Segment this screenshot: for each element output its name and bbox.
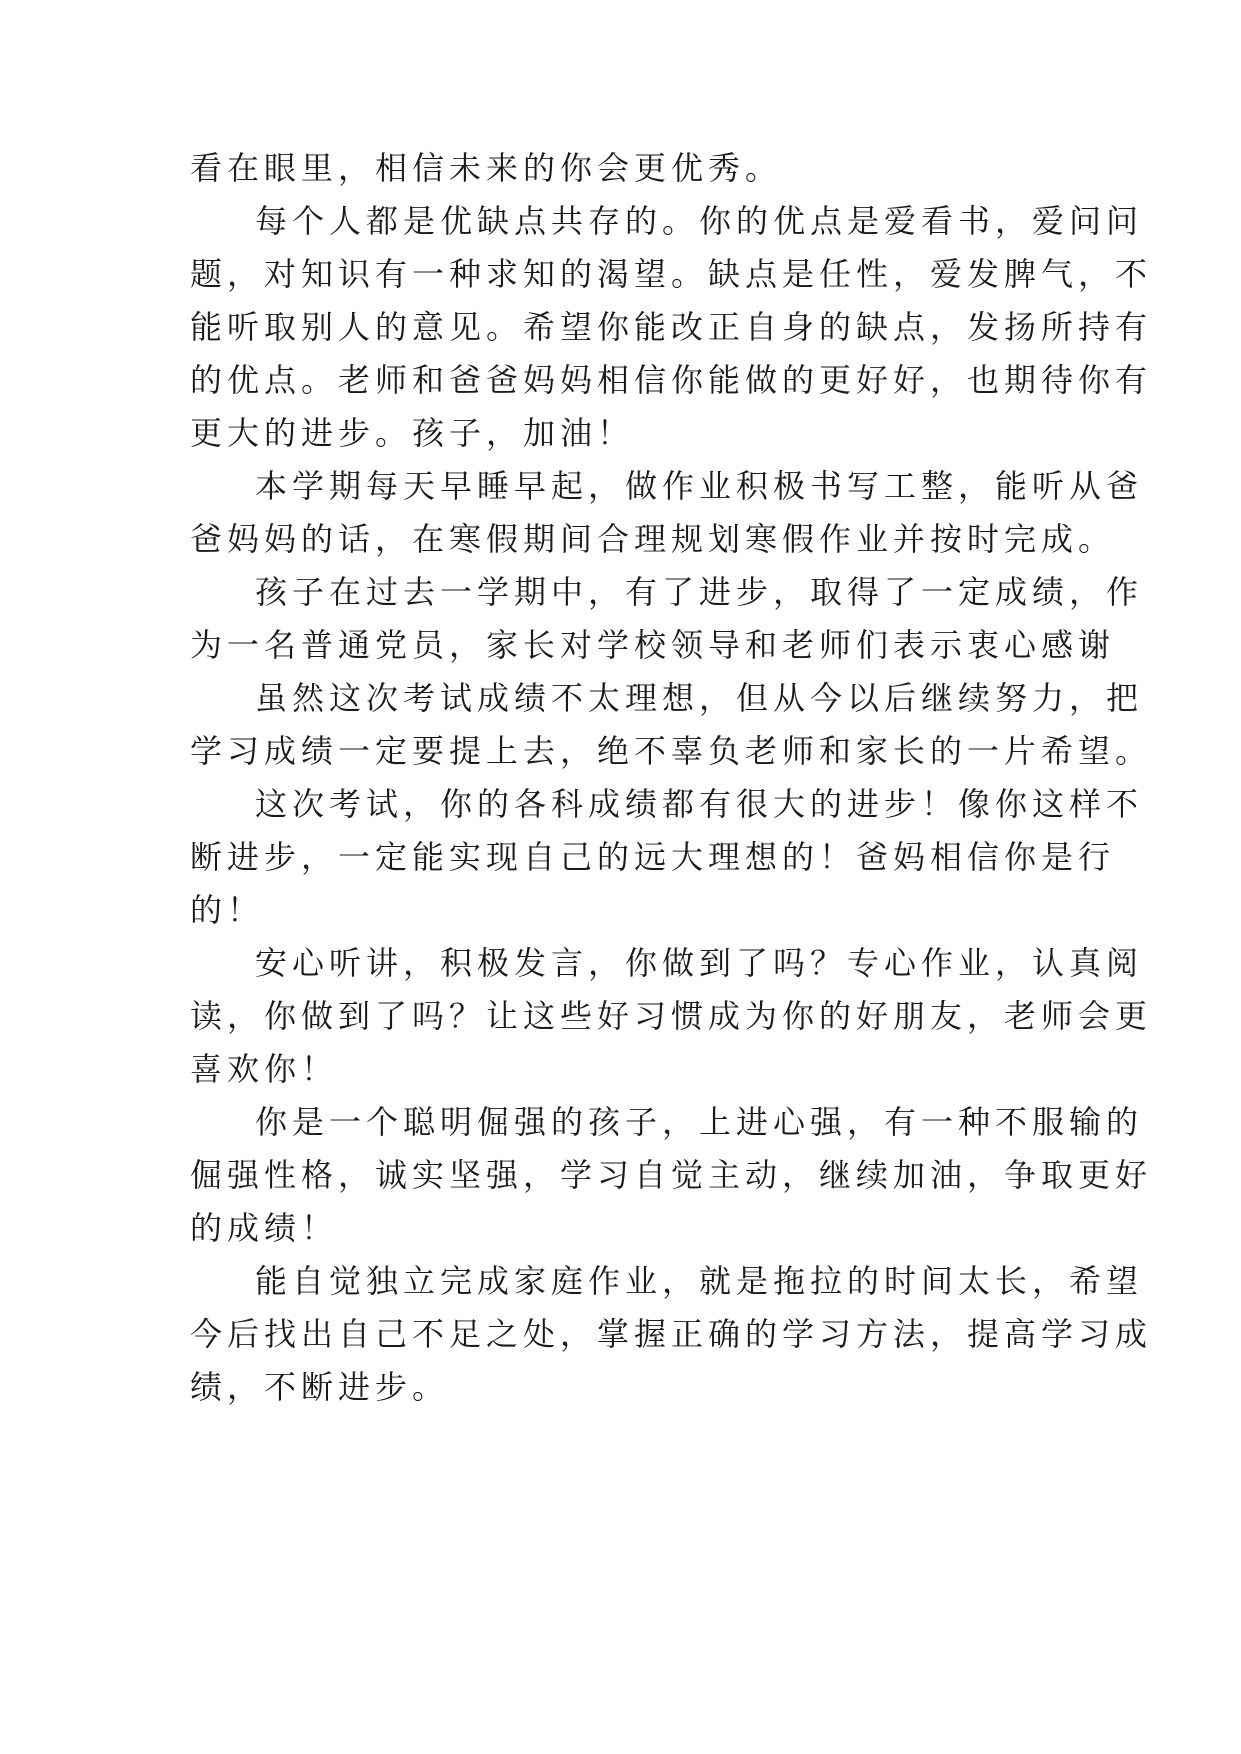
text-line: 更大的进步。孩子，加油！ (190, 414, 635, 452)
text-line: 能自觉独立完成家庭作业，就是拖拉的时间太长，希望 (255, 1262, 1144, 1300)
text-line: 虽然这次考试成绩不太理想，但从今以后继续努力，把 (255, 679, 1144, 717)
text-line: 爸妈妈的话，在寒假期间合理规划寒假作业并按时完成。 (190, 520, 1116, 558)
text-line: 喜欢你！ (190, 1050, 339, 1088)
text-line: 看在眼里，相信未来的你会更优秀。 (190, 149, 783, 187)
text-line: 倔强性格，诚实坚强，学习自觉主动，继续加油，争取更好 (190, 1156, 1153, 1194)
text-line: 的优点。老师和爸爸妈妈相信你能做的更好好，也期待你有 (190, 361, 1153, 399)
text-line: 今后找出自己不足之处，掌握正确的学习方法，提高学习成 (190, 1315, 1153, 1353)
text-line: 你是一个聪明倔强的孩子，上进心强，有一种不服输的 (255, 1103, 1144, 1141)
text-line: 的！ (190, 891, 265, 929)
text-line: 断进步，一定能实现自己的远大理想的！爸妈相信你是行 (190, 838, 1116, 876)
text-line: 这次考试，你的各科成绩都有很大的进步！像你这样不 (255, 785, 1144, 823)
text-line: 为一名普通党员，家长对学校领导和老师们表示衷心感谢 (190, 626, 1116, 664)
text-line: 每个人都是优缺点共存的。你的优点是爱看书，爱问问 (255, 202, 1144, 240)
text-line: 题，对知识有一种求知的渴望。缺点是任性，爱发脾气，不 (190, 255, 1153, 293)
text-line: 学习成绩一定要提上去，绝不辜负老师和家长的一片希望。 (190, 732, 1153, 770)
text-line: 的成绩！ (190, 1209, 339, 1247)
text-line: 本学期每天早睡早起，做作业积极书写工整，能听从爸 (255, 467, 1144, 505)
text-line: 能听取别人的意见。希望你能改正自身的缺点，发扬所持有 (190, 308, 1153, 346)
text-line: 孩子在过去一学期中，有了进步，取得了一定成绩，作 (255, 573, 1144, 611)
text-line: 安心听讲，积极发言，你做到了吗？专心作业，认真阅 (255, 944, 1144, 982)
text-line: 读，你做到了吗？让这些好习惯成为你的好朋友，老师会更 (190, 997, 1153, 1035)
text-line: 绩，不断进步。 (190, 1368, 450, 1406)
